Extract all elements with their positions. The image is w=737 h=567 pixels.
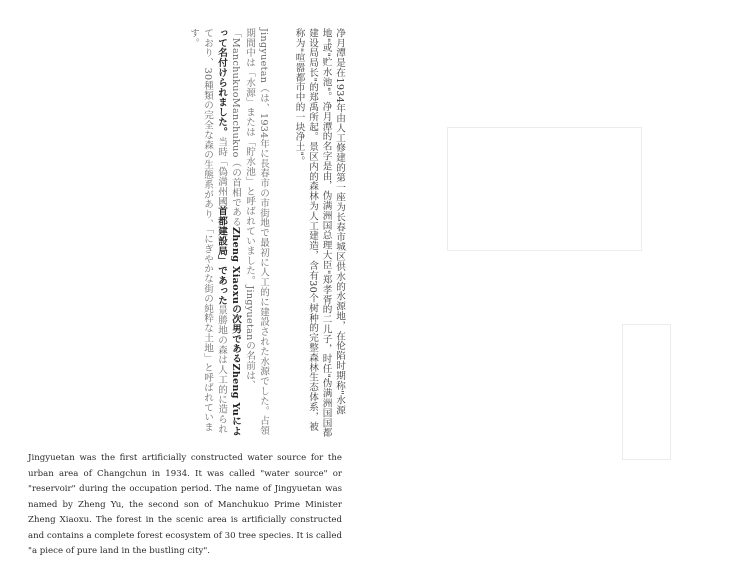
english-paragraph: Jingyuetan was the first artificially constructed water source for the urban area of Changchun in 1934. It was called "water source" or "reservoir" during the occupation period. The name of Jingyuetan was named by Zheng Yu, the second son of Manchukuo Prime Minister Zheng Xiaoxu. The forest in the scenic area is artificially constructed and contains a complete forest ecosystem of 30 tree species. It is called "a piece of pure land in the bustling city". xyxy=(28,453,342,556)
japanese-text-segment: 景勝地の森は人工的に造られており、30種類の完全な森の生態系があり、「にぎやかな街の純粋な土地」と呼ばれています。 xyxy=(188,28,227,434)
empty-frame xyxy=(447,127,642,251)
empty-frame xyxy=(622,324,671,460)
japanese-text-segment: 当時「偽満州國 xyxy=(216,136,227,207)
japanese-text-segment: Jingyuetan（は、1934年に長春市の市街地で最初に人工的に建設された水源でした。占領期間中は「水源」または「貯水池」と呼ばれていました。Jingyuetanの名前は、「ManchukuoManchukuo（の首相である xyxy=(230,28,269,436)
chinese-paragraph: 净月潭是在1934年由人工修建的第一座为长春市城区供水的水源地，在伦陷时期称"水源地"或"贮水池"。净月潭的名字是由，伪满洲国总理大臣"郑孝胥的二儿子，时任"伪满洲国国都建设局局长"的郑禹所起。景区内的森林为人工建造，含有30个树种的完整森林生态体系，被称为"喧嚣都市中的一块净土"。 xyxy=(293,28,345,438)
japanese-bold-segment: 首都建設局」であった xyxy=(216,206,227,306)
japanese-bold-segment: Zheng Xiaoxuの次男であるZheng Yuによって名付けられました。 xyxy=(216,28,241,436)
japanese-paragraph xyxy=(188,28,270,438)
